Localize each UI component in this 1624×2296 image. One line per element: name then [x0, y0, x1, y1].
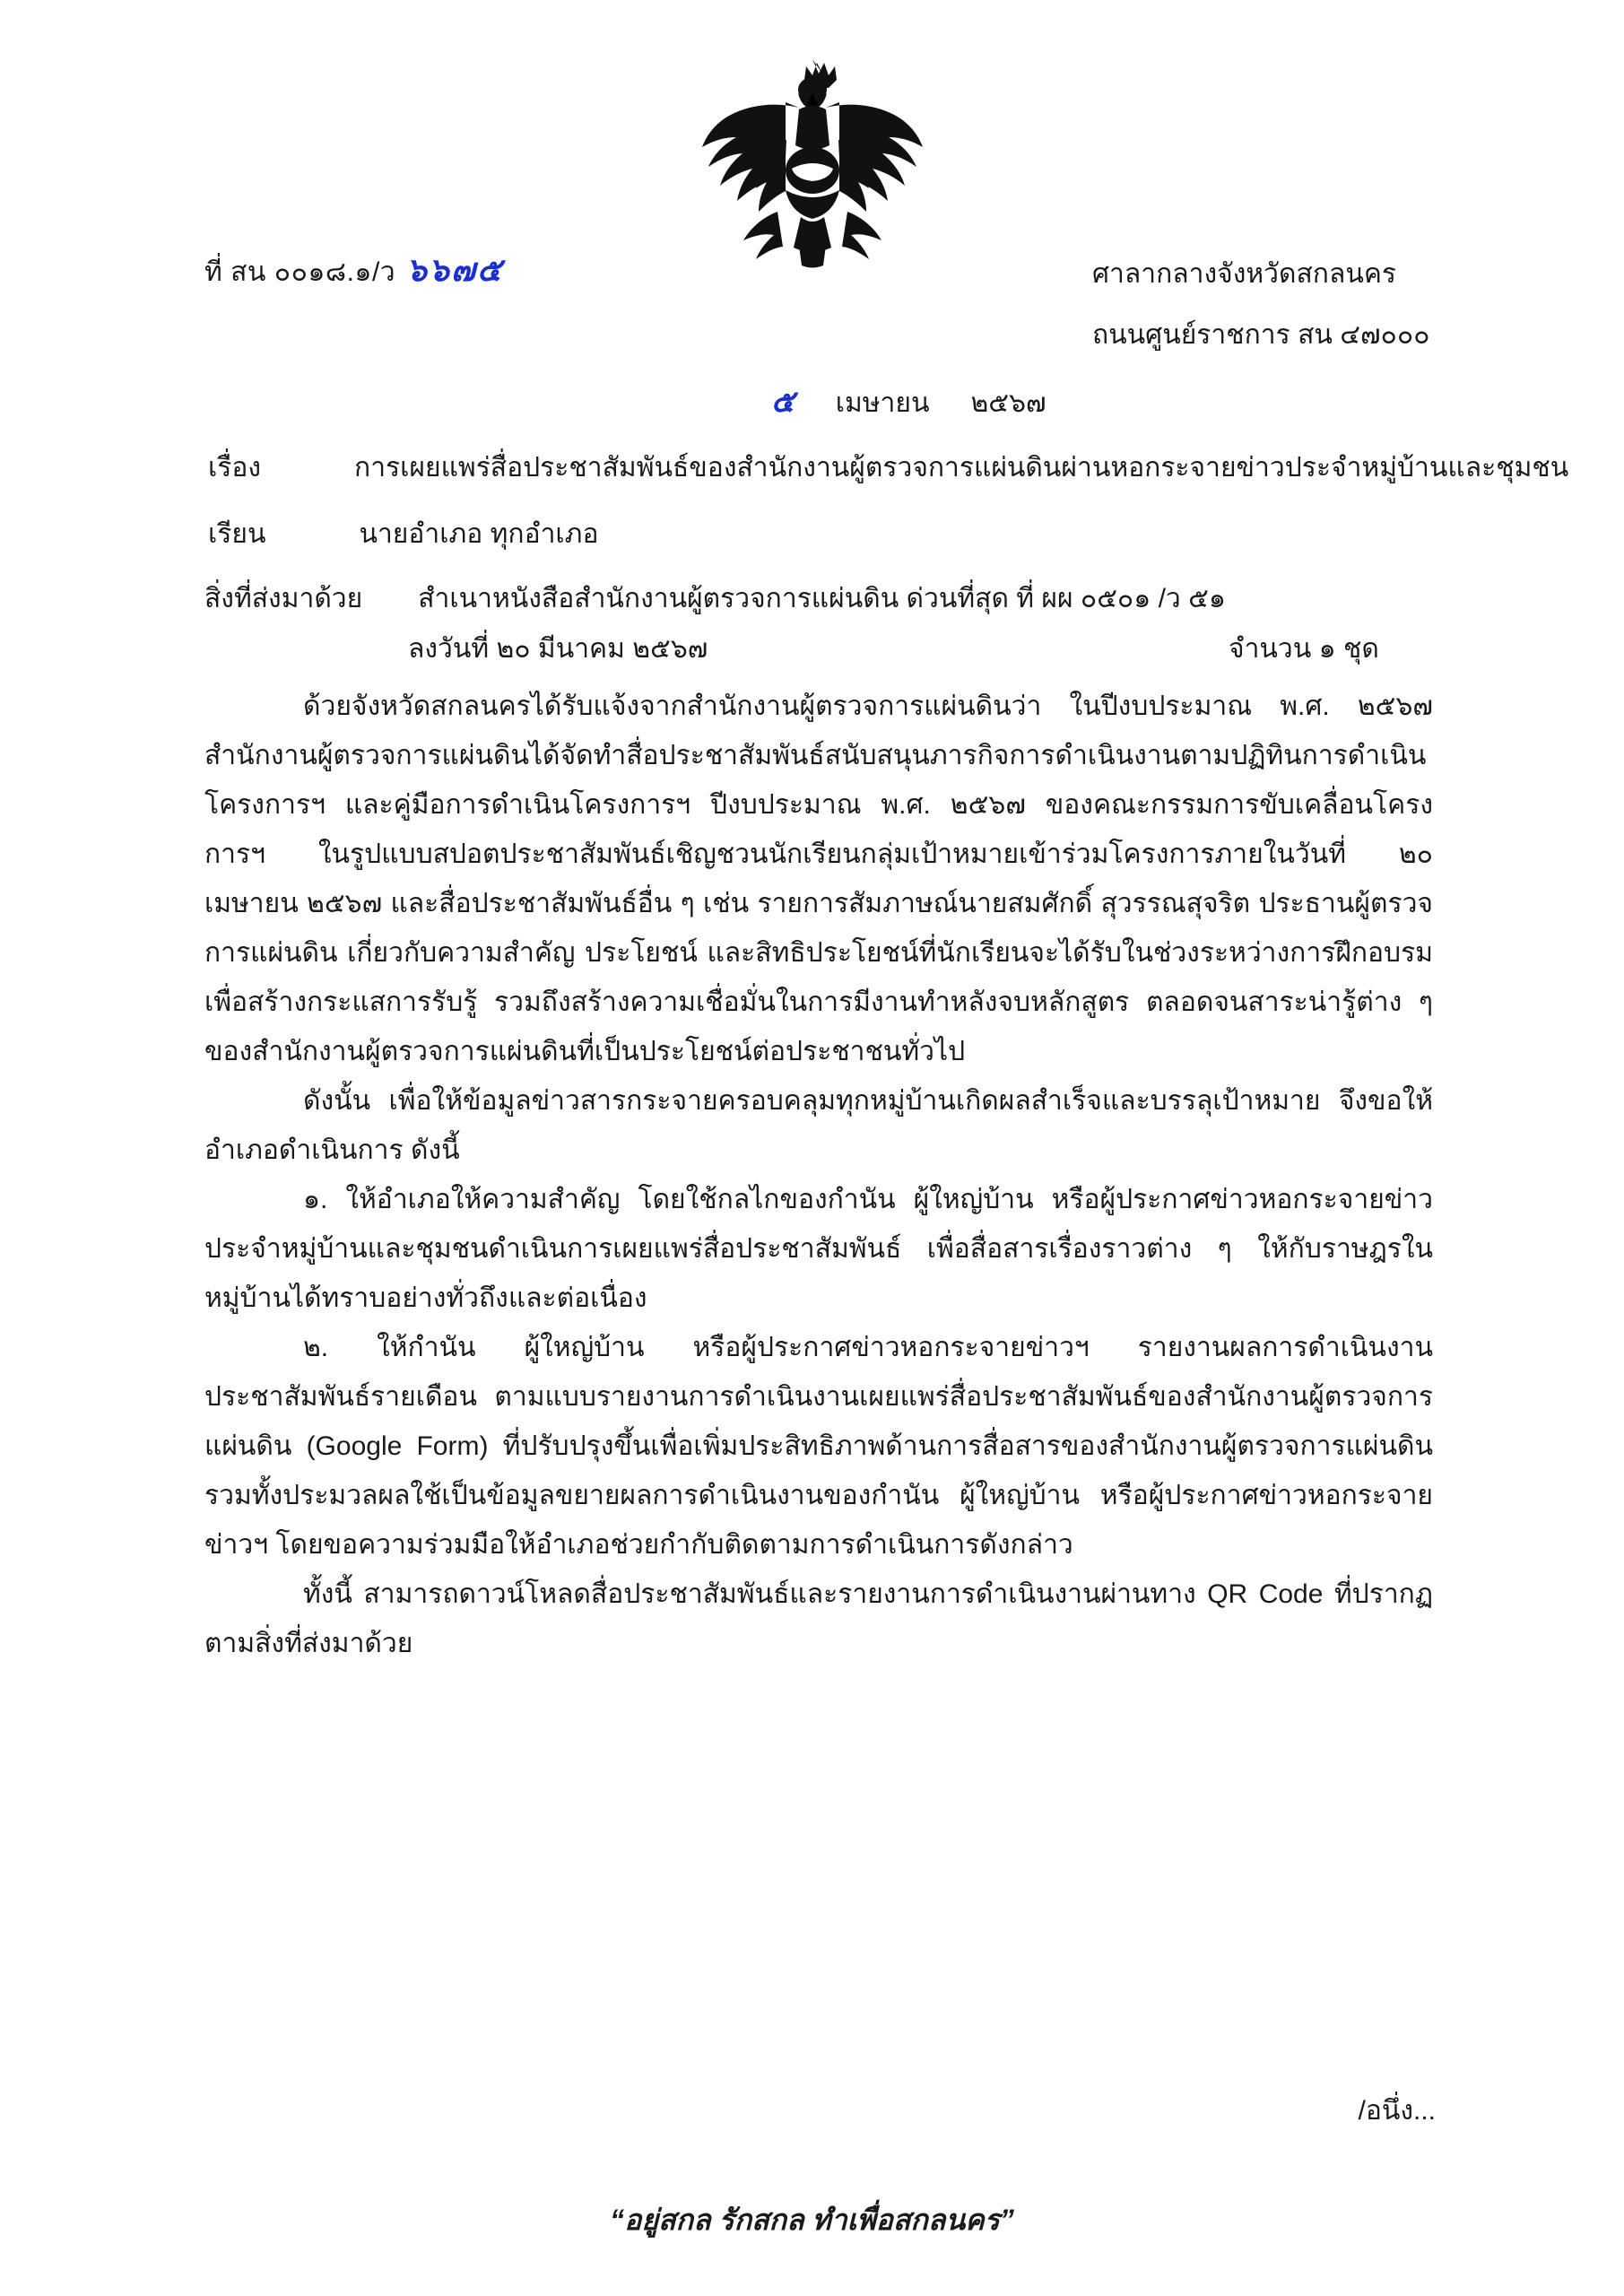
document-body — [204, 682, 1433, 1668]
recipient-value: นายอำเภอ ทุกอำเภอ — [359, 519, 599, 549]
attachment-value: สำเนาหนังสือสำนักงานผู้ตรวจการแผ่นดิน ด่วนที่สุด ที่ ผผ ๐๕๐๑ /ว ๕๑ — [418, 584, 1226, 613]
document-date — [771, 377, 1046, 425]
document-number — [204, 244, 503, 295]
attachment-count: จำนวน ๑ ชุด — [1229, 634, 1379, 664]
date-day: ๕ — [771, 384, 795, 420]
recipient-label: เรียน — [208, 519, 266, 549]
body-paragraph-3: ๑. ให้อำเภอให้ความสำคัญ โดยใช้กลไกของกำนัน ผู้ใหญ่บ้าน หรือผู้ประกาศข่าวหอกระจายข่าวประจำหมู่บ้านและชุมชนดำเนินการเผยแพร่สื่อประชาสัมพันธ์ เพื่อสื่อสารเรื่องราวต่าง ๆ ให้กับราษฎรในหมู่บ้านได้ทราบอย่างทั่วถึงและต่อเนื่อง — [204, 1185, 1433, 1313]
body-paragraph-2: ดังนั้น เพื่อให้ข้อมูลข่าวสารกระจายครอบคลุมทุกหมู่บ้านเกิดผลสำเร็จและบรรลุเป้าหมาย จึงขอให้อำเภอดำเนินการ ดังนี้ — [204, 1086, 1433, 1165]
attachment-row — [204, 578, 1226, 620]
subject-row — [208, 447, 1568, 489]
body-paragraph-1: ด้วยจังหวัดสกลนครได้รับแจ้งจากสำนักงานผู้ตรวจการแผ่นดินว่า ในปีงบประมาณ พ.ศ. ๒๕๖๗ สำนักงานผู้ตรวจการแผ่นดินได้จัดทำสื่อประชาสัมพันธ์สนับสนุนภารกิจการดำเนินงานตามปฏิทินการดำเนินโครงการฯ และคู่มือการดำเนินโครงการฯ ปีงบประมาณ พ.ศ. ๒๕๖๗ ของคณะกรรมการขับเคลื่อนโครงการฯ ในรูปแบบสปอตประชาสัมพันธ์เชิญชวนนักเรียนกลุ่มเป้าหมายเข้าร่วมโครงการภายในวันที่ ๒๐ เมษายน ๒๕๖๗ และสื่อประชาสัมพันธ์อื่น ๆ เช่น รายการสัมภาษณ์นายสมศักดิ์ สุวรรณสุจริต ประธานผู้ตรวจการแผ่นดิน เกี่ยวกับความสำคัญ ประโยชน์ และสิทธิประโยชน์ที่นักเรียนจะได้รับในช่วงระหว่างการฝึกอบรมเพื่อสร้างกระแสการรับรู้ รวมถึงสร้างความเชื่อมั่นในการมีงานทำหลังจบหลักสูตร ตลอดจนสาระน่ารู้ต่าง ๆ ของสำนักงานผู้ตรวจการแผ่นดินที่เป็นประโยชน์ต่อประชาชนทั่วไป — [204, 691, 1433, 1066]
continuation-mark: /อนึ่ง... — [1358, 2096, 1436, 2126]
subject-value: การเผยแพร่สื่อประชาสัมพันธ์ของสำนักงานผู้ตรวจการแผ่นดินผ่านหอกระจายข่าวประจำหมู่บ้านและชุมชน — [354, 453, 1569, 483]
subject-label: เรื่อง — [208, 453, 262, 483]
date-year: ๒๕๖๗ — [970, 388, 1046, 418]
attachment-date: ลงวันที่ ๒๐ มีนาคม ๒๕๖๗ — [408, 634, 708, 664]
attachment-label: สิ่งที่ส่งมาด้วย — [204, 584, 363, 613]
body-paragraph-5: ทั้งนี้ สามารถดาวน์โหลดสื่อประชาสัมพันธ์และรายงานการดำเนินงานผ่านทาง QR Code ที่ปรากฏตามสิ่งที่ส่งมาด้วย — [204, 1579, 1433, 1658]
garuda-emblem — [691, 54, 934, 278]
organization-name: ศาลากลางจังหวัดสกลนคร — [1092, 259, 1397, 289]
organization-address: ถนนศูนย์ราชการ สน ๔๗๐๐๐ — [1092, 320, 1430, 350]
body-paragraph-4: ๒. ให้กำนัน ผู้ใหญ่บ้าน หรือผู้ประกาศข่าวหอกระจายข่าวฯ รายงานผลการดำเนินงานประชาสัมพันธ์รายเดือน ตามแบบรายงานการดำเนินงานเผยแพร่สื่อประชาสัมพันธ์ของสำนักงานผู้ตรวจการแผ่นดิน (Google Form) ที่ปรับปรุงขึ้นเพื่อเพิ่มประสิทธิภาพด้านการสื่อสารของสำนักงานผู้ตรวจการแผ่นดิน รวมทั้งประมวลผลใช้เป็นข้อมูลขยายผลการดำเนินงานของกำนัน ผู้ใหญ่บ้าน หรือผู้ประกาศข่าวหอกระจายข่าวฯ โดยขอความร่วมมือให้อำเภอช่วยกำกับติดตามการดำเนินการดังกล่าว — [204, 1333, 1433, 1560]
province-slogan: “อยู่สกล รักสกล ทำเพื่อสกลนคร” — [610, 2204, 1014, 2236]
recipient-row — [208, 513, 598, 555]
date-month: เมษายน — [835, 388, 930, 418]
document-number-handwritten: ๖๖๗๕ — [406, 252, 504, 289]
document-number-label: ที่ สน ๐๐๑๘.๑/ว — [204, 257, 396, 287]
